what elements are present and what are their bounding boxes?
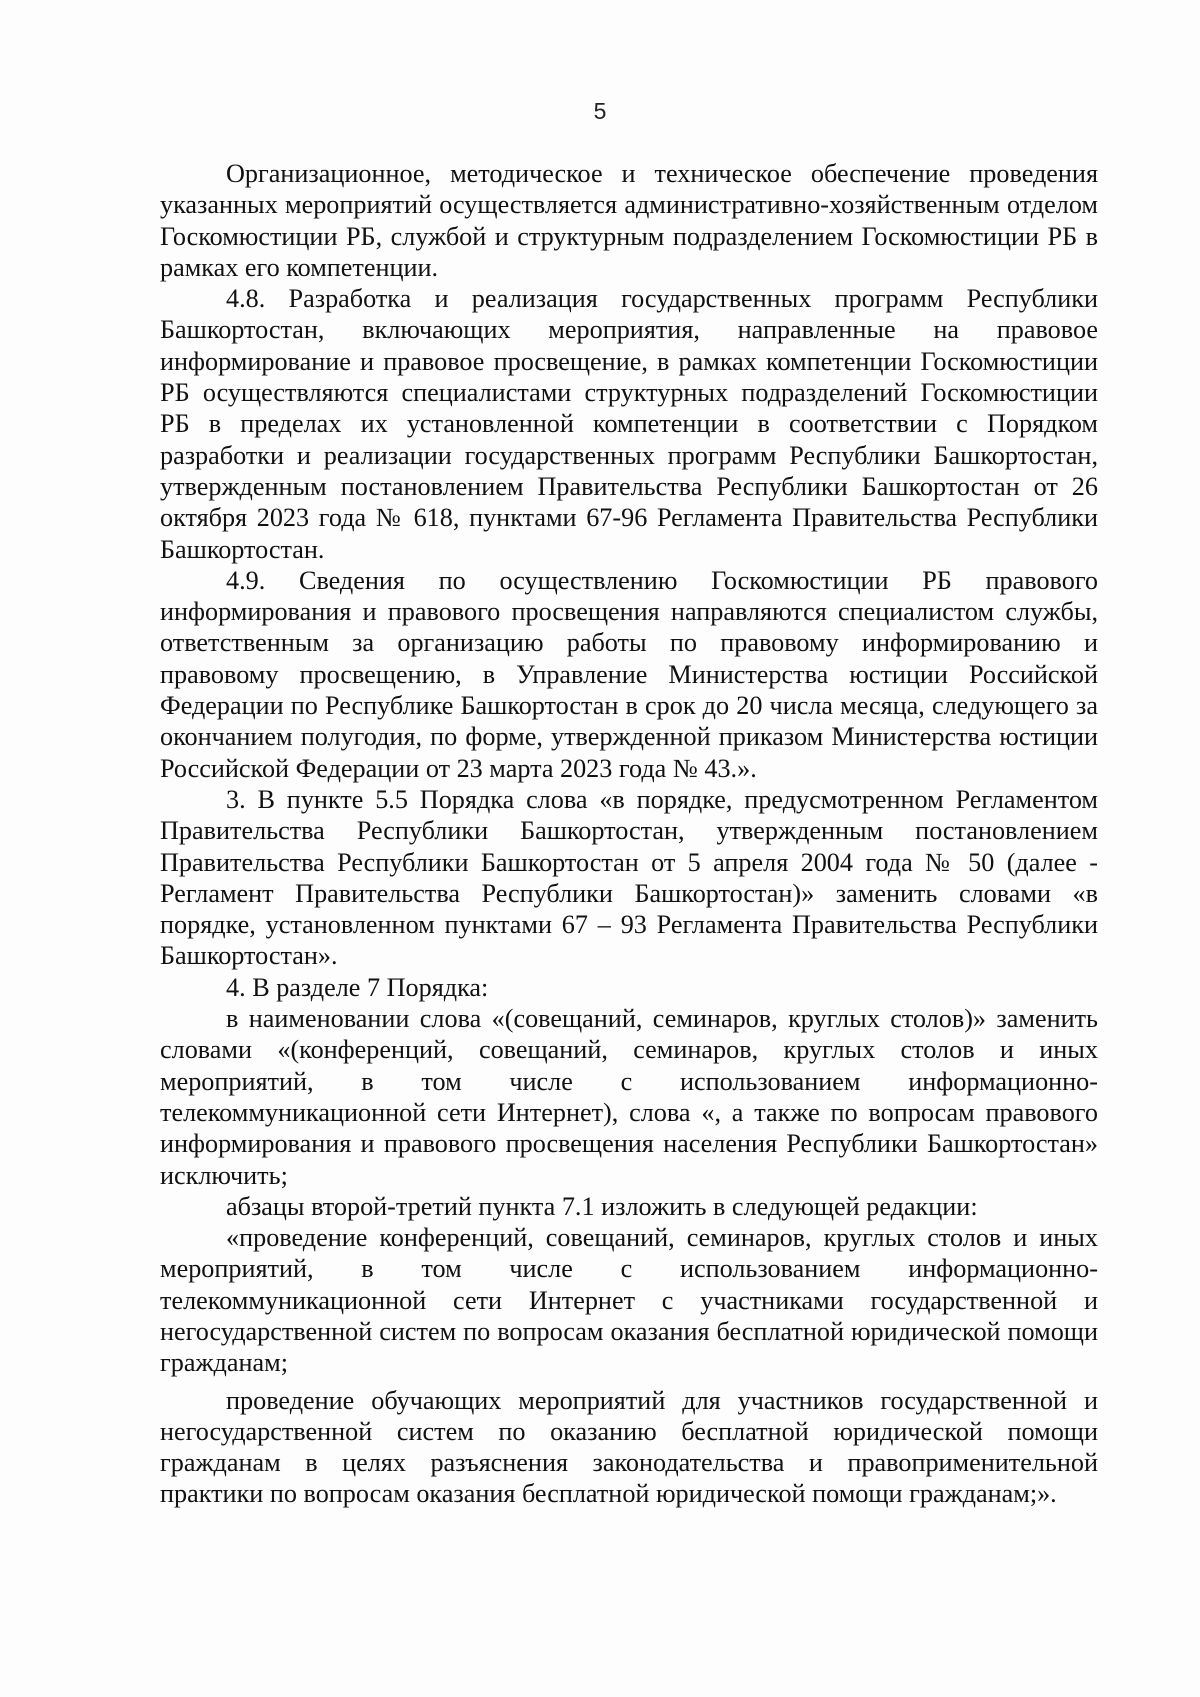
page-number: 5	[593, 98, 607, 124]
paragraph-conferences: «проведение конференций, совещаний, семинаров, круглых столов и иных мероприятий, в том числе с использованием информационно-телекоммуникационной сети Интернет с участниками государственной и негосударственной систем по вопросам оказания бесплатной юридической помощи гражданам;	[160, 1223, 1098, 1378]
paragraph-training-events: проведение обучающих мероприятий для участников государственной и негосударственной систем по оказанию бесплатной юридической помощи гражданам в целях разъяснения законодательства и правоприменительной практики по вопросам оказания бесплатной юридической помощи гражданам;».	[160, 1385, 1098, 1509]
paragraph-section-title-change: в наименовании слова «(совещаний, семинаров, круглых столов)» заменить словами «(конференций, совещаний, семинаров, круглых столов и иных мероприятий, в том числе с использованием информационно-телекоммуникационной сети Интернет), слова «, а также по вопросам правового информирования и правового просвещения населения Республики Башкортостан» исключить;	[160, 1004, 1098, 1190]
paragraph-7-1-intro: абзацы второй-третий пункта 7.1 изложить в следующей редакции:	[226, 1191, 978, 1221]
paragraph-item-3: 3. В пункте 5.5 Порядка слова «в порядке, предусмотренном Регламентом Правительства Республики Башкортостан, утвержденным постановлением Правительства Республики Башкортостан от 5 апреля 2004 года № 50 (далее - Регламент Правительства Республики Башкортостан)» заменить словами «в порядке, установленном пунктами 67 – 93 Регламента Правительства Республики Башкортостан».	[160, 784, 1098, 971]
paragraph-4-8: 4.8. Разработка и реализация государственных программ Республики Башкортостан, включающих мероприятия, направленные на правовое информирование и правовое просвещение, в рамках компетенции Госкомюстиции РБ осуществляются специалистами структурных подразделений Госкомюстиции РБ в пределах их установленной компетенции в соответствии с Порядком разработки и реализации государственных программ Республики Башкортостан, утвержденным постановлением Правительства Республики Башкортостан от 26 октября 2023 года № 618, пунктами 67-96 Регламента Правительства Республики Башкортостан.	[160, 284, 1098, 564]
paragraph-4-9: 4.9. Сведения по осуществлению Госкомюстиции РБ правового информирования и правового просвещения направляются специалистом службы, ответственным за организацию работы по правовому информированию и правовому просвещению, в Управление Министерства юстиции Российской Федерации по Республике Башкортостан в срок до 20 числа месяца, следующего за окончанием полугодия, по форме, утвержденной приказом Министерства юстиции Российской Федерации от 23 марта 2023 года № 43.».	[160, 565, 1098, 783]
document-body	[160, 158, 1098, 1510]
paragraph-item-4: 4. В разделе 7 Порядка:	[226, 972, 489, 1002]
paragraph-organizational-support: Организационное, методическое и техническое обеспечение проведения указанных мероприятий осуществляется административно-хозяйственным отделом Госкомюстиции РБ, службой и структурным подразделением Госкомюстиции РБ в рамках его компетенции.	[160, 159, 1098, 282]
